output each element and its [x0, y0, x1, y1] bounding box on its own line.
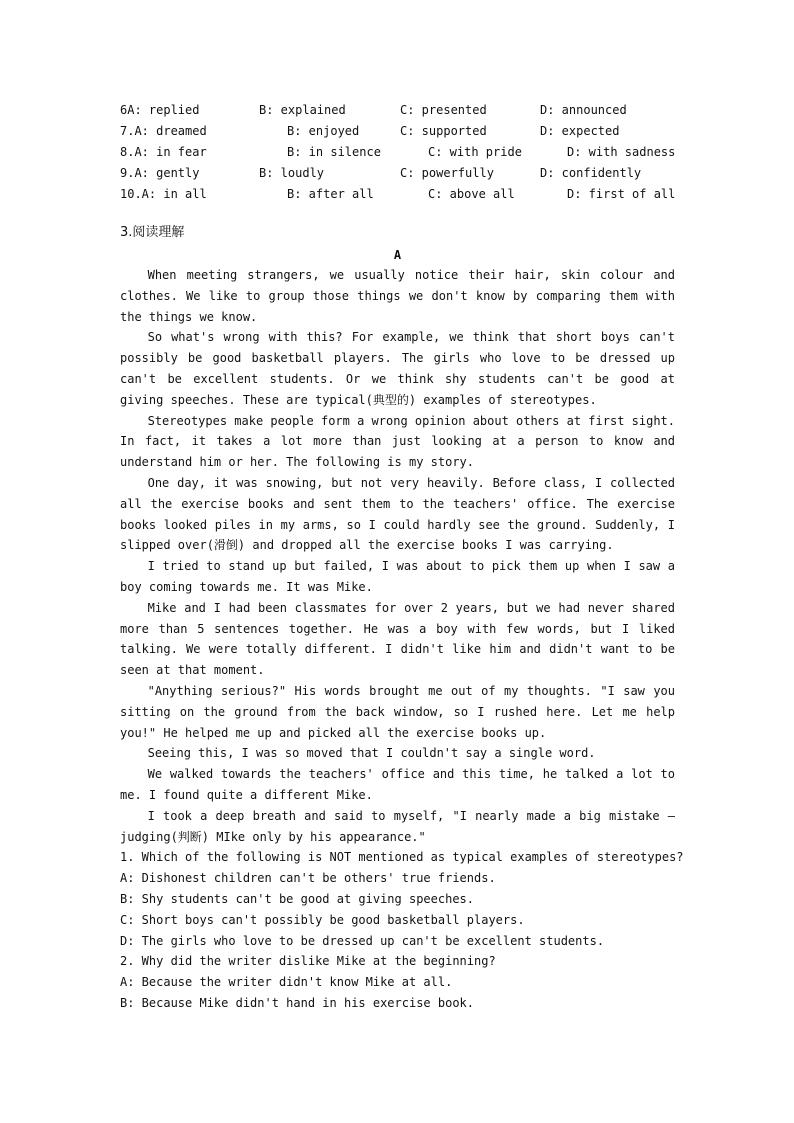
option-b: B: in silence — [287, 145, 381, 159]
question-1: 1. Which of the following is NOT mentioned as typical examples of stereotypes? — [120, 850, 684, 865]
paragraph: Seeing this, I was so moved that I couldn't say a single word. — [147, 746, 596, 761]
paragraph: I took a deep breath and said to myself, "I nearly made a big mistake — judging(判断) MIke only by his appearance." — [120, 808, 675, 844]
option-b: B: explained — [259, 103, 346, 117]
option-d: D: announced — [540, 103, 627, 117]
section-title: 3.阅读理解 — [120, 225, 185, 240]
option-b: B: loudly — [259, 166, 325, 180]
option-row — [120, 121, 675, 142]
question-1-option-a: A: Dishonest children can't be others' true friends. — [120, 871, 496, 886]
option-a: 6A: replied — [120, 103, 200, 117]
option-row — [120, 100, 675, 121]
option-c: C: presented — [400, 103, 487, 117]
option-table — [120, 100, 675, 205]
paragraph: "Anything serious?" His words brought me out of my thoughts. "I saw you sitting on the ground from the back window, so I rushed here. Let me help you!" He helped me up and picked all the exercise books up. — [120, 683, 675, 740]
question-2: 2. Why did the writer dislike Mike at the beginning? — [120, 954, 496, 969]
paragraph: Mike and I had been classmates for over 2 years, but we had never shared more than 5 sentences together. He was a boy with few words, but I liked talking. We were totally different. I didn't like him and didn't want to be seen at that moment. — [120, 600, 675, 678]
option-a: 7.A: dreamed — [120, 124, 207, 138]
paragraph: Stereotypes make people form a wrong opinion about others at first sight. In fact, it takes a lot more than just looking at a person to know and understand him or her. The following is my story. — [120, 413, 675, 470]
paragraph: We walked towards the teachers' office and this time, he talked a lot to me. I found quite a different Mike. — [120, 767, 675, 802]
passage-title: A — [393, 248, 402, 262]
question-2-option-b: B: Because Mike didn't hand in his exercise book. — [120, 995, 475, 1010]
option-c: C: powerfully — [400, 166, 494, 180]
option-c: C: supported — [400, 124, 487, 138]
option-b: B: enjoyed — [287, 124, 360, 138]
option-row — [120, 184, 675, 205]
question-2-option-a: A: Because the writer didn't know Mike at all. — [120, 975, 453, 990]
question-1-option-b: B: Shy students can't be good at giving speeches. — [120, 891, 475, 906]
option-row — [120, 142, 675, 163]
question-1-option-d: D: The girls who love to be dressed up can't be excellent students. — [120, 933, 605, 948]
option-d: D: expected — [540, 124, 620, 138]
paragraph: I tried to stand up but failed, I was about to pick them up when I saw a boy coming towards me. It was Mike. — [120, 559, 675, 594]
option-b: B: after all — [287, 187, 374, 201]
option-d: D: with sadness — [567, 145, 676, 159]
question-1-option-c: C: Short boys can't possibly be good basketball players. — [120, 912, 525, 927]
option-d: D: confidently — [540, 166, 642, 180]
option-row — [120, 163, 675, 184]
paragraph: One day, it was snowing, but not very heavily. Before class, I collected all the exercise books and sent them to the teachers' office. The exercise books looked piles in my arms, so I could hardly see the ground. Suddenly, I slipped over(滑倒) and dropped all the exercise books I was carrying. — [120, 475, 675, 553]
option-a: 9.A: gently — [120, 166, 200, 180]
option-c: C: with pride — [428, 145, 522, 159]
passage-body — [120, 265, 675, 847]
paragraph: When meeting strangers, we usually notice their hair, skin colour and clothes. We like to group those things we don't know by comparing them with the things we know. — [120, 268, 675, 324]
option-a: 8.A: in fear — [120, 145, 207, 159]
option-d: D: first of all — [567, 187, 676, 201]
question-list — [120, 847, 684, 1013]
paragraph: So what's wrong with this? For example, we think that short boys can't possibly be good basketball players. The girls who love to be dressed up can't be excellent students. Or we think shy students can't be good at giving speeches. These are typical(典型的) examples of stereotypes. — [120, 330, 675, 407]
document-page — [120, 100, 684, 1014]
option-c: C: above all — [428, 187, 515, 201]
option-a: 10.A: in all — [120, 187, 207, 201]
